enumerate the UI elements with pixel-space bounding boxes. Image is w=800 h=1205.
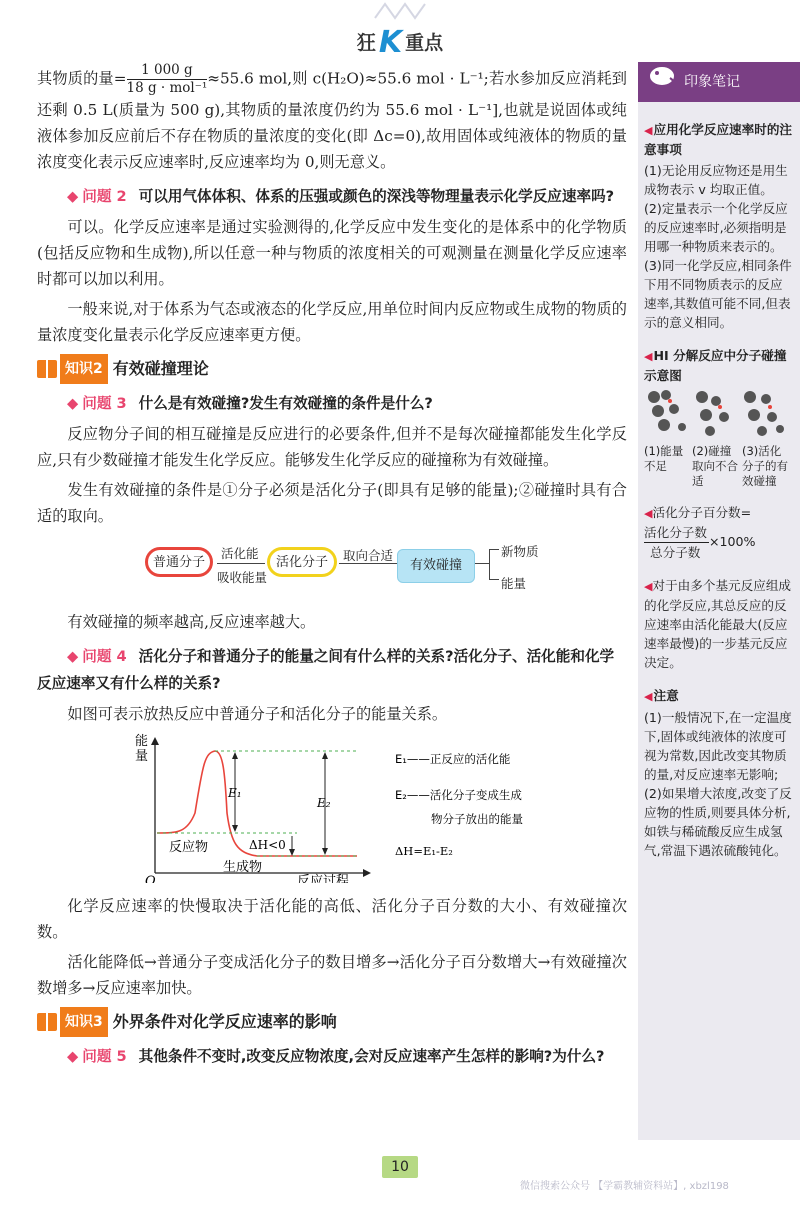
knowledge-tag: 知识3: [60, 1007, 108, 1037]
percent-formula: $\frac{\text{活化分子数}}{\text{总分子数}}$ ×100%: [644, 525, 756, 560]
flow-node-effective: 有效碰撞: [397, 549, 475, 583]
e2-arrow-head-bottom: [322, 848, 328, 855]
flow-label-orientation: 取向合适: [343, 548, 394, 563]
book-icon: [37, 1013, 57, 1031]
page-header: [0, 22, 800, 60]
flow-output-energy: 能量: [501, 576, 527, 591]
side-notes-title: 印象笔记: [684, 74, 740, 90]
question-4: [37, 643, 627, 697]
energy-diagram-svg: [37, 733, 627, 883]
note-title: ◀活化分子百分数=: [644, 505, 752, 520]
note-item: (1)无论用反应物还是用生成物表示 v 均取正值。: [644, 163, 788, 197]
note-block: [644, 576, 792, 672]
triangle-icon: ◀: [644, 350, 653, 363]
bullet-icon: ◆: [67, 648, 79, 665]
answer-paragraph: 如图可表示放热反应中普通分子和活化分子的能量关系。: [67, 705, 448, 723]
e2-arrow-head-top: [322, 752, 328, 759]
percent-fraction: $\frac{\text{活化分子数}}{\text{总分子数}}$: [644, 525, 707, 560]
question-number: 问题 2: [82, 188, 127, 205]
flow-arrow: [339, 563, 397, 564]
e2-label: E₂: [317, 796, 331, 810]
note-item: ◀对于由多个基元反应组成的化学反应,其总反应的反应速率由活化能最大(反应速率最慢)的一步基元反应决定。: [644, 578, 791, 670]
legend-dh: ΔH=E₁-E₂: [395, 844, 453, 858]
note-title: ◀注意: [644, 688, 679, 703]
main-content: [37, 62, 627, 1074]
legend-e2-cont: 物分子放出的能量: [431, 812, 523, 826]
flow-node-ordinary: 普通分子: [145, 547, 213, 577]
y-axis-label-1: 能: [135, 734, 149, 749]
legend-e2: E₂——活化分子变成生成: [395, 788, 522, 802]
origin-label: O: [145, 874, 156, 883]
dh-arrow-head: [289, 849, 295, 856]
question-number: 问题 4: [82, 648, 127, 665]
flow-label-activation: 活化能: [221, 546, 259, 561]
hi-collision-image: [644, 387, 792, 439]
dh-label: ΔH<0: [249, 838, 286, 852]
answer-paragraph: 一般来说,对于体系为气态或液态的化学反应,用单位时间内反应物或生成物的物质的量浓度变化量表示化学反应速率更方便。: [37, 300, 627, 344]
x-axis-arrow: [363, 869, 371, 877]
flow-branch-line: [489, 579, 499, 580]
e1-arrow-head-top: [232, 752, 238, 759]
flow-arrow: [217, 563, 265, 564]
flow-label-absorb: 吸收能量: [217, 570, 268, 585]
header-k-logo: K: [378, 25, 403, 60]
question-text: 可以用气体体积、体系的压强或颜色的深浅等物理量表示化学反应速率吗?: [138, 188, 615, 205]
collision-captions: [644, 444, 792, 489]
note-block: [644, 346, 792, 489]
side-notes-header: [638, 62, 800, 102]
triangle-icon: ◀: [644, 690, 653, 703]
flow-node-activated: 活化分子: [267, 547, 337, 577]
knowledge-title: 外界条件对化学反应速率的影响: [112, 1012, 337, 1031]
answer-paragraph: 活化能降低→普通分子变成活化分子的数目增多→活化分子百分数增大→有效碰撞次数增多→反应速率加快。: [37, 953, 627, 997]
x-axis-label: 反应过程: [297, 874, 350, 883]
answer-paragraph: 有效碰撞的频率越高,反应速率越大。: [67, 613, 316, 631]
knowledge-3-heading: [37, 1009, 627, 1035]
question-number: 问题 5: [82, 1048, 127, 1065]
question-text: 其他条件不变时,改变反应物浓度,会对反应速率产生怎样的影响?为什么?: [138, 1048, 605, 1065]
bullet-icon: ◆: [67, 1048, 79, 1065]
elephant-icon: [644, 54, 680, 90]
collision-flow-diagram: [37, 537, 627, 595]
y-axis-label-2: 量: [135, 749, 149, 764]
flow-branch-line: [475, 563, 489, 564]
e1-label: E₁: [228, 786, 242, 800]
flow-output-matter: 新物质: [501, 544, 539, 559]
bullet-icon: ◆: [67, 188, 79, 205]
knowledge-tag: 知识2: [60, 354, 108, 384]
question-5: [37, 1043, 627, 1070]
note-item: (3)同一化学反应,相同条件下用不同物质表示的反应速率,其数值可能不同,但表示的意义相同。: [644, 258, 792, 330]
caption-2: (2)碰撞取向不合适: [692, 444, 738, 488]
answer-paragraph: 化学反应速率的快慢取决于活化能的高低、活化分子百分数的大小、有效碰撞次数。: [37, 897, 627, 941]
question-2: [37, 183, 627, 210]
note-block: [644, 503, 792, 562]
side-notes-body: [638, 102, 800, 860]
note-item: (2)定量表示一个化学反应的反应速率时,必须指明是用哪一种物质来表示的。: [644, 201, 788, 254]
legend-e1: E₁——正反应的活化能: [395, 752, 511, 766]
book-icon: [37, 360, 57, 378]
side-notes: [638, 62, 800, 1140]
note-title: ◀应用化学反应速率时的注意事项: [644, 122, 792, 157]
energy-diagram: [37, 733, 627, 883]
question-text: 什么是有效碰撞?发生有效碰撞的条件是什么?: [138, 395, 433, 412]
question-3: [37, 390, 627, 417]
note-block: [644, 120, 792, 332]
bullet-icon: ◆: [67, 395, 79, 412]
note-item: (2)如果增大浓度,改变了反应物的性质,则要具体分析,如铁与稀硫酸反应生成氢气,常温下遇浓硫酸钝化。: [644, 786, 792, 858]
note-item: (1)一般情况下,在一定温度下,固体或纯液体的浓度可视为常数,因此改变其物质的量,对反应速率无影响;: [644, 710, 792, 782]
flow-branch-line: [489, 549, 490, 579]
answer-paragraph: 反应物分子间的相互碰撞是反应进行的必要条件,但并不是每次碰撞都能发生化学反应,只有少数碰撞才能发生化学反应。能够发生化学反应的碰撞称为有效碰撞。: [37, 425, 627, 469]
mass-fraction: $\frac{1 000 g}{\text{18 g · mol⁻¹}}$: [126, 62, 208, 96]
triangle-icon: ◀: [644, 124, 653, 137]
page-number: 10: [382, 1156, 418, 1178]
header-right: 重点: [405, 32, 444, 54]
triangle-icon: ◀: [644, 580, 653, 593]
y-axis-arrow: [151, 737, 159, 745]
knowledge-title: 有效碰撞理论: [112, 359, 209, 378]
note-block: [644, 686, 792, 860]
answer-paragraph: 发生有效碰撞的条件是①分子必须是活化分子(即具有足够的能量);②碰撞时具有合适的取向。: [37, 481, 627, 525]
e1-arrow-head-bottom: [232, 825, 238, 832]
question-text: 活化分子和普通分子的能量之间有什么样的关系?活化分子、活化能和化学反应速率又有什么样的关系?: [37, 648, 615, 692]
answer-paragraph: 可以。化学反应速率是通过实验测得的,化学反应中发生变化的是体系中的化学物质(包括反应物和生成物),所以任意一种与物质的浓度相关的可观测量在测量化学反应速率时都可以加以利用。: [37, 218, 627, 288]
note-title: ◀HI 分解反应中分子碰撞示意图: [644, 348, 787, 383]
caption-1: (1)能量不足: [644, 444, 684, 473]
knowledge-2-heading: [37, 356, 627, 382]
triangle-icon: ◀: [644, 507, 653, 520]
caption-3: (3)活化分子的有效碰撞: [742, 444, 788, 488]
header-left: 狂: [356, 32, 376, 54]
reactant-label: 反应物: [169, 840, 209, 855]
intro-paragraph: 其物质的量= $\frac{1 000 g}{\text{18 g · mol⁻¹}}$ ≈55.6 mol,则 c(H₂O)≈55.6 mol · L⁻¹;若水参加反应消耗到还剩 0.5 L(质量为 500 g),其物质的量浓度仍约为 55.6 mol · L⁻¹],也就是说固体或纯液体参加反应前后不存在物质的量浓度的变化(即 Δc=0),故用固体或纯液体的物质的量浓度变化表示反应速率时,反应速率均为 0,则无意义。: [37, 62, 627, 171]
footer-watermark: 微信搜索公众号 【学霸教辅资料站】, xbzl198: [520, 1181, 729, 1192]
question-number: 问题 3: [82, 395, 127, 412]
product-label: 生成物: [223, 860, 263, 875]
flow-branch-line: [489, 549, 499, 550]
header-decoration: [370, 0, 430, 20]
